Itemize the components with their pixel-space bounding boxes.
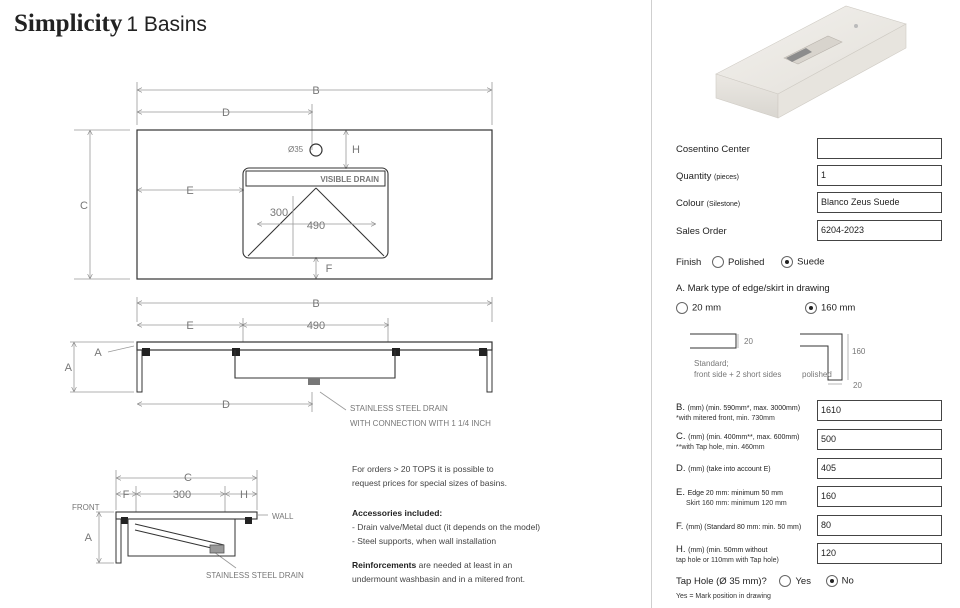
dim-490-top: 490 bbox=[306, 220, 326, 232]
dim-b-label: B. (mm) (min. 590mm*, max. 3000mm) bbox=[676, 402, 801, 413]
svg-text:polished: polished bbox=[802, 370, 832, 379]
drain-note-line2: WITH CONNECTION WITH 1 1/4 INCH bbox=[350, 419, 491, 428]
accessories-note: Accessories included: - Drain valve/Metal duct (it depends on the model) - Steel supports, when wall installation bbox=[352, 508, 541, 546]
dim-b-sub: *with mitered front, min. 730mm bbox=[676, 415, 775, 422]
side-drain-label: STAINLESS STEEL DRAIN bbox=[206, 571, 304, 580]
edge-160mm-radio[interactable] bbox=[805, 302, 817, 314]
dim-f-top: F bbox=[325, 263, 333, 275]
dim-e-label: E. Edge 20 mm: minimum 50 mm bbox=[676, 487, 783, 498]
svg-text:160: 160 bbox=[852, 347, 866, 356]
dim-h-sub: tap hole or 110mm with Tap hole) bbox=[676, 557, 779, 564]
edge-20mm-radio[interactable] bbox=[676, 302, 688, 314]
dim-490-front: 490 bbox=[306, 320, 326, 332]
front-view-top bbox=[137, 342, 492, 350]
dim-d-label: D. (mm) (take into account E) bbox=[676, 463, 771, 474]
sales-order-input[interactable]: 6204-2023 bbox=[817, 220, 942, 241]
dim-a-front: A bbox=[64, 362, 72, 374]
dim-d-input[interactable]: 405 bbox=[817, 458, 942, 479]
finish-suede-radio[interactable] bbox=[781, 256, 793, 268]
top-view-outline bbox=[137, 130, 492, 279]
column-divider bbox=[651, 0, 652, 608]
orders-note: For orders > 20 TOPS it is possible to request prices for special sizes of basins. bbox=[352, 464, 507, 488]
dim-b-input[interactable]: 1610 bbox=[817, 400, 942, 421]
finish-row: Finish Polished Suede bbox=[676, 256, 825, 268]
dim-d-top: D bbox=[222, 107, 230, 119]
svg-text:Standard;: Standard; bbox=[694, 359, 729, 368]
dim-c-side: C bbox=[184, 472, 192, 484]
dim-300-top: 300 bbox=[269, 207, 289, 219]
dim-d-front: D bbox=[222, 399, 230, 411]
edge-diagrams bbox=[676, 320, 946, 392]
svg-text:20: 20 bbox=[744, 337, 753, 346]
wall-label: WALL bbox=[272, 512, 294, 521]
quantity-label: Quantity (pieces) bbox=[676, 171, 739, 182]
cosentino-center-input[interactable] bbox=[817, 138, 942, 159]
finish-polished-radio[interactable] bbox=[712, 256, 724, 268]
sales-order-label: Sales Order bbox=[676, 226, 727, 237]
colour-input[interactable]: Blanco Zeus Suede bbox=[817, 192, 942, 213]
dim-a-side: A bbox=[84, 532, 92, 544]
edge-160-option: 160 mm bbox=[805, 302, 855, 314]
dim-c-input[interactable]: 500 bbox=[817, 429, 942, 450]
quantity-input[interactable]: 1 bbox=[817, 165, 942, 186]
cosentino-center-label: Cosentino Center bbox=[676, 144, 750, 155]
dim-f-input[interactable]: 80 bbox=[817, 515, 942, 536]
dim-e-input[interactable]: 160 bbox=[817, 486, 942, 507]
svg-text:20: 20 bbox=[853, 381, 862, 390]
dim-b-top: B bbox=[312, 85, 320, 97]
tap-hole-row: Tap Hole (Ø 35 mm)? Yes No bbox=[676, 575, 854, 587]
side-view-top bbox=[116, 512, 257, 519]
dim-h-label: H. (mm) (min. 50mm without bbox=[676, 544, 768, 555]
edge-20-option: 20 mm bbox=[676, 302, 721, 314]
dim-h-input[interactable]: 120 bbox=[817, 543, 942, 564]
dim-f-side: F bbox=[122, 489, 130, 501]
dim-b-front: B bbox=[312, 298, 320, 310]
visible-drain-label: VISIBLE DRAIN bbox=[320, 175, 379, 184]
hole-diameter-label: Ø35 bbox=[288, 145, 304, 154]
dim-c-label: C. (mm) (min. 400mm**, max. 600mm) bbox=[676, 431, 800, 442]
dim-h-side: H bbox=[240, 489, 248, 501]
dim-a-small: A bbox=[94, 347, 102, 359]
reinforcements-note: Reinforcements are needed at least in an undermount washbasin and in a mitered front. bbox=[352, 560, 525, 584]
dim-300-side: 300 bbox=[172, 489, 192, 501]
dim-e-sub: Skirt 160 mm: minimum 120 mm bbox=[686, 500, 787, 507]
dim-e-top: E bbox=[186, 185, 194, 197]
dim-e-front: E bbox=[186, 320, 194, 332]
drain-note-line1: STAINLESS STEEL DRAIN bbox=[350, 404, 448, 413]
svg-text:front side + 2 short sides: front side + 2 short sides bbox=[694, 370, 782, 379]
dim-c-sub: **with Tap hole, min. 460mm bbox=[676, 444, 765, 451]
dim-c-top: C bbox=[80, 200, 88, 212]
product-image bbox=[706, 2, 916, 120]
edge-type-label: A. Mark type of edge/skirt in drawing bbox=[676, 283, 830, 294]
tap-hole-sub: Yes = Mark position in drawing bbox=[676, 593, 771, 600]
tap-hole-yes-radio[interactable] bbox=[779, 575, 791, 587]
title-suffix: 1 Basins bbox=[126, 13, 207, 36]
dim-f-label: F. (mm) (Standard 80 mm: min. 50 mm) bbox=[676, 521, 802, 532]
tap-hole-no-radio[interactable] bbox=[826, 575, 838, 587]
brand-name: Simplicity bbox=[14, 10, 123, 37]
front-basin bbox=[235, 350, 395, 378]
front-label: FRONT bbox=[72, 503, 100, 512]
colour-label: Colour (Silestone) bbox=[676, 198, 741, 209]
dim-h-top: H bbox=[352, 144, 360, 156]
